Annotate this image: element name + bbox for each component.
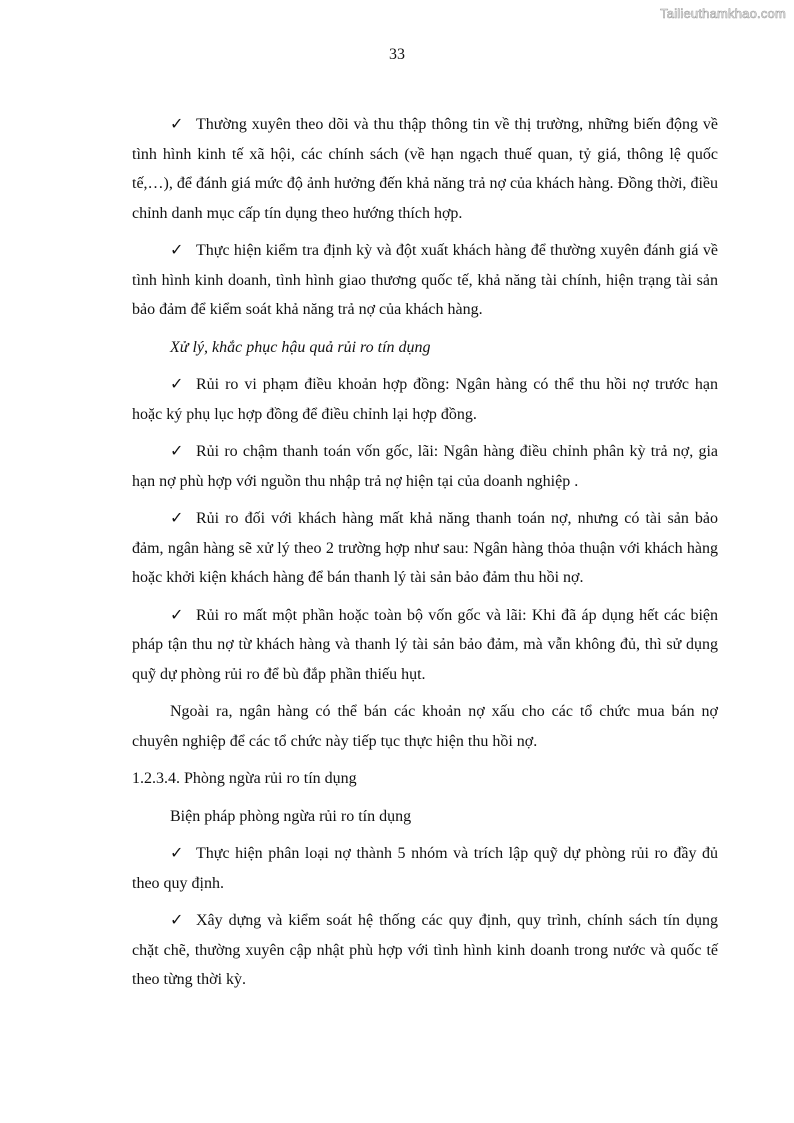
paragraph-text: Ngoài ra, ngân hàng có thể bán các khoản nợ xấu cho các tổ chức mua bán nợ chuyên nghiệp để các tổ chức này tiếp tục thực hiện thu hồi nợ. bbox=[132, 703, 718, 750]
paragraph-text: Rủi ro chậm thanh toán vốn gốc, lãi: Ngân hàng điều chỉnh phân kỳ trả nợ, gia hạn nợ phù hợp với nguồn thu nhập trả nợ hiện tại của doanh nghiệp . bbox=[132, 443, 718, 490]
checkmark-icon: ✓ bbox=[170, 845, 184, 862]
subheading bbox=[132, 802, 718, 832]
paragraph-text: Thực hiện phân loại nợ thành 5 nhóm và trích lập quỹ dự phòng rủi ro đầy đủ theo quy định. bbox=[132, 845, 718, 892]
checkmark-icon: ✓ bbox=[170, 912, 184, 929]
checkmark-icon: ✓ bbox=[170, 606, 184, 624]
paragraph-text: Thực hiện kiểm tra định kỳ và đột xuất khách hàng để thường xuyên đánh giá về tình hình kinh doanh, tình hình giao thương quốc tế, khả năng tài chính, hiện trạng tài sản bảo đảm để kiểm soát khả năng trả nợ của khách hàng. bbox=[132, 242, 718, 318]
italic-subheading bbox=[132, 333, 718, 363]
checkmark-icon: ✓ bbox=[170, 510, 184, 527]
document-body bbox=[132, 110, 718, 1003]
checkmark-icon: ✓ bbox=[170, 116, 184, 133]
section-heading-text: 1.2.3.4. Phòng ngừa rủi ro tín dụng bbox=[132, 770, 357, 787]
checkmark-icon: ✓ bbox=[170, 242, 184, 259]
bullet-paragraph bbox=[132, 839, 718, 898]
bullet-paragraph bbox=[132, 110, 718, 228]
bullet-paragraph bbox=[132, 601, 718, 690]
bullet-paragraph bbox=[132, 437, 718, 496]
paragraph-text: Xây dựng và kiểm soát hệ thống các quy định, quy trình, chính sách tín dụng chặt chẽ, thường xuyên cập nhật phù hợp với tình hình kinh doanh trong nước và quốc tế theo từng thời kỳ. bbox=[132, 912, 718, 988]
page-number: 33 bbox=[389, 46, 405, 63]
subheading-text: Xử lý, khắc phục hậu quả rủi ro tín dụng bbox=[170, 338, 431, 356]
body-paragraph bbox=[132, 697, 718, 756]
section-heading bbox=[132, 764, 718, 794]
paragraph-text: Rủi ro mất một phần hoặc toàn bộ vốn gốc và lãi: Khi đã áp dụng hết các biện pháp tận thu nợ từ khách hàng và thanh lý tài sản bảo đảm, mà vẫn không đủ, thì sử dụng quỹ dự phòng rủi ro để bù đắp phần thiếu hụt. bbox=[132, 606, 718, 683]
checkmark-icon: ✓ bbox=[170, 443, 184, 460]
watermark-text: Tailieuthamkhao.com bbox=[660, 6, 786, 21]
paragraph-text: Rủi ro đối với khách hàng mất khả năng thanh toán nợ, nhưng có tài sản bảo đảm, ngân hàng sẽ xử lý theo 2 trường hợp như sau: Ngân hàng thỏa thuận với khách hàng hoặc khởi kiện khách hàng để bán thanh lý tài sản bảo đảm thu hồi nợ. bbox=[132, 510, 718, 586]
paragraph-text: Thường xuyên theo dõi và thu thập thông tin về thị trường, những biến động về tình hình kinh tế xã hội, các chính sách (về hạn ngạch thuế quan, tỷ giá, thông lệ quốc tế,…), để đánh giá mức độ ảnh hưởng đến khả năng trả nợ của khách hàng. Đồng thời, điều chỉnh danh mục cấp tín dụng theo hướng thích hợp. bbox=[132, 116, 718, 222]
bullet-paragraph bbox=[132, 504, 718, 593]
bullet-paragraph bbox=[132, 236, 718, 325]
subheading-text: Biện pháp phòng ngừa rủi ro tín dụng bbox=[170, 807, 412, 825]
bullet-paragraph bbox=[132, 906, 718, 995]
bullet-paragraph bbox=[132, 370, 718, 429]
checkmark-icon: ✓ bbox=[170, 376, 184, 393]
paragraph-text: Rủi ro vi phạm điều khoản hợp đồng: Ngân hàng có thể thu hồi nợ trước hạn hoặc ký phụ lục hợp đồng để điều chỉnh lại hợp đồng. bbox=[132, 376, 718, 423]
